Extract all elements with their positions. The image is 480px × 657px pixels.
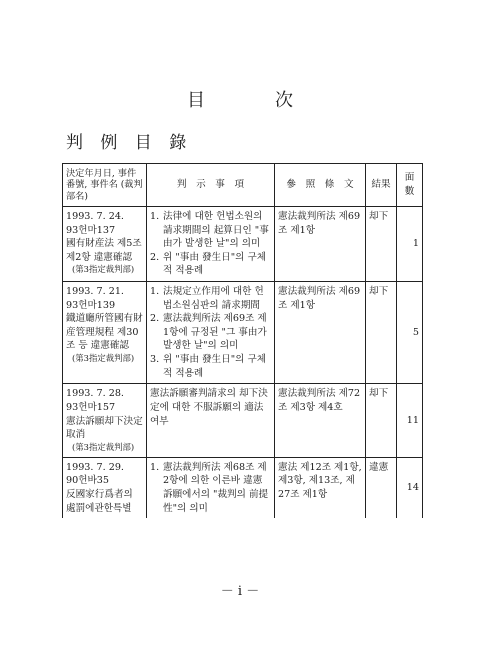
reference-cell: 憲法 제12조 제1항, 제3항, 제13조, 제27조 제1항 <box>275 457 366 518</box>
summary-cell <box>147 384 275 457</box>
result-cell: 却下 <box>366 282 397 384</box>
summary-item <box>150 461 271 515</box>
summary-item-number: 1. <box>150 461 160 473</box>
table-row <box>63 457 423 518</box>
case-info-cell <box>63 457 147 518</box>
summary-cell <box>147 282 275 384</box>
page-number: － i － <box>220 584 260 599</box>
table-row <box>63 282 423 384</box>
summary-item-text: 憲法裁判所法 제68조 제2항에 의한 이른바 違憲訴願에서의 "裁判의 前提性"의 의미 <box>163 461 269 514</box>
case-index-table <box>62 163 423 518</box>
result-cell: 違憲 <box>366 457 397 518</box>
summary-item-number: 1. <box>150 211 160 222</box>
summary-item-text: 憲法訴願審判請求의 却下決定에 대한 不服訴願의 適法 여부 <box>150 388 268 427</box>
summary-item-text: 위 "事由 發生日"의 구체적 적용례 <box>163 251 267 277</box>
summary-item <box>150 285 271 312</box>
case-name: 反國家行爲者의 處罰에관한특별 <box>66 488 133 514</box>
summary-item-text: 法律에 대한 헌법소원의 請求期間의 起算日인 "事由가 발생한 날"의 의미 <box>163 211 269 250</box>
reference-cell: 憲法裁判所法 제69조 제1항 <box>275 207 366 282</box>
case-name: 憲法訴願却下決定取消 <box>66 415 143 441</box>
table-header-row <box>63 164 423 207</box>
summary-cell <box>147 207 275 282</box>
case-case-no: 93헌마139 <box>66 299 116 311</box>
case-court: (第3指定裁判部) <box>72 441 135 452</box>
table-body <box>63 207 423 519</box>
summary-item <box>150 210 271 251</box>
case-name: 國有財産法 제5조 제2항 違憲確認 <box>66 238 142 263</box>
case-date: 1993. 7. 24. <box>66 211 124 222</box>
case-date: 1993. 7. 28. <box>66 388 124 400</box>
case-info-cell <box>63 384 147 457</box>
reference-cell: 憲法裁判所法 제69조 제1항 <box>275 282 366 384</box>
summary-item-number: 3. <box>150 354 160 366</box>
case-info-cell <box>63 207 147 282</box>
section-title: 判 例 目 錄 <box>66 133 193 153</box>
table-row <box>63 384 423 457</box>
summary-item-number: 2. <box>150 251 160 263</box>
summary-item-number: 1. <box>150 286 160 298</box>
case-name: 鐵道廳所管國有財産管理規程 제30조 등 違憲確認 <box>66 313 143 352</box>
header-summary: 判 示 事 項 <box>147 164 275 207</box>
page-cell: 11 <box>397 384 423 457</box>
header-result: 結果 <box>366 164 397 207</box>
table-row <box>63 207 423 282</box>
summary-item <box>150 353 271 380</box>
page-cell: 1 <box>397 207 423 282</box>
header-date-case: 決定年月日, 事件番號, 事件名 (裁判部名) <box>63 164 147 207</box>
summary-item <box>150 312 271 353</box>
summary-cell <box>147 457 275 518</box>
summary-item-text: 憲法裁判所法 제69조 제1항에 규정된 "그 事由가 발생한 날"의 의미 <box>163 313 267 352</box>
case-case-no: 93헌마157 <box>66 401 116 413</box>
case-court: (第3指定裁判部) <box>72 264 135 275</box>
case-court: (第3指定裁判部) <box>72 353 135 364</box>
case-date: 1993. 7. 29. <box>66 461 124 473</box>
result-cell: 却下 <box>366 384 397 457</box>
summary-item-number: 2. <box>150 313 160 325</box>
summary-item <box>150 251 271 278</box>
page-title: 目 次 <box>187 90 319 111</box>
header-reference: 參 照 條 文 <box>275 164 366 207</box>
case-case-no: 93헌마137 <box>66 224 116 236</box>
page-cell: 14 <box>397 457 423 518</box>
summary-item <box>150 387 271 428</box>
result-cell: 却下 <box>366 207 397 282</box>
summary-item-text: 法規定立作用에 대한 헌법소원심판의 請求期間 <box>163 286 264 311</box>
reference-cell: 憲法裁判所法 제72조 제3항 제4호 <box>275 384 366 457</box>
case-date: 1993. 7. 21. <box>66 286 124 298</box>
summary-item-text: 위 "事由 發生日"의 구체적 적용례 <box>163 354 267 379</box>
case-info-cell <box>63 282 147 384</box>
page-cell: 5 <box>397 282 423 384</box>
header-page: 面數 <box>397 164 423 207</box>
case-case-no: 90헌바35 <box>66 475 109 487</box>
